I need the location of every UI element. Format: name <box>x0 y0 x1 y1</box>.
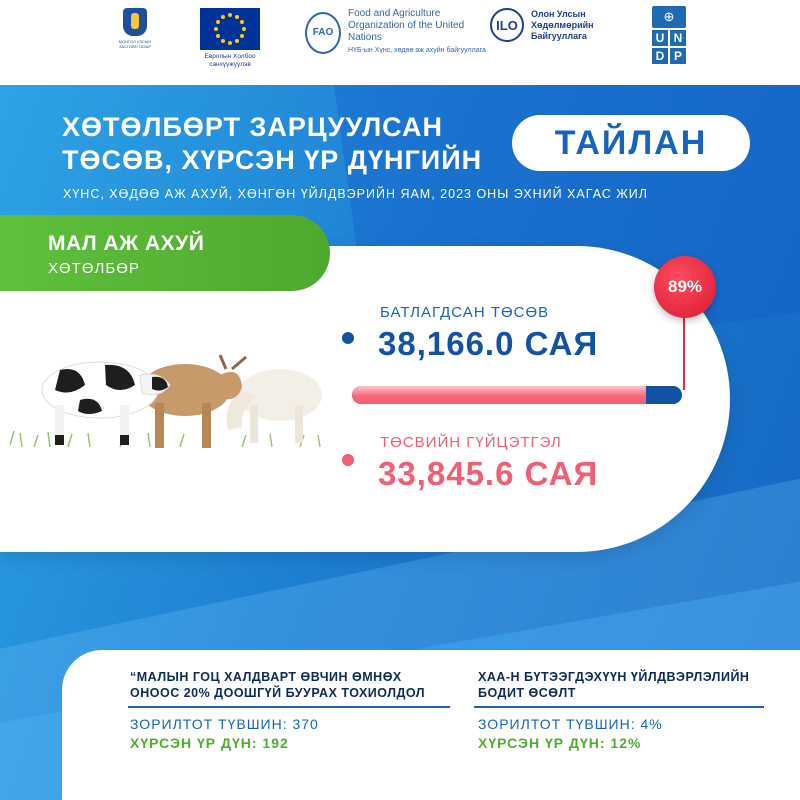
program-type: ХӨТӨЛБӨР <box>48 260 140 277</box>
eu-logo <box>198 8 262 69</box>
approved-budget-value: 38,166.0 САЯ <box>378 325 599 362</box>
undp-letter: U <box>652 30 668 46</box>
indicator-target: ЗОРИЛТОТ ТҮВШИН: 370 <box>130 716 319 732</box>
indicator-result: ХҮРСЭН ҮР ДҮН: 12% <box>478 735 642 751</box>
report-title <box>62 111 482 177</box>
undp-logo <box>652 6 686 64</box>
indicator-divider <box>128 706 450 708</box>
fao-subtitle: НҮБ-ын Хүнс, хөдөө аж ахуйн байгууллага <box>348 47 486 54</box>
eu-caption: Европын Холбоо санхүүжүүлэв <box>204 53 256 68</box>
undp-letter: N <box>670 30 686 46</box>
execution-progress-fill <box>352 386 646 404</box>
un-globe-icon: ⊕ <box>652 6 686 28</box>
indicator-title: “МАЛЫН ГОЦ ХАЛДВАРТ ӨВЧИН ӨМНӨХ ОНООС 20% ДООШГҮЙ БУУРАХ ТОХИОЛДОЛ <box>130 670 426 700</box>
report-badge: ТАЙЛАН <box>512 115 750 171</box>
mongolia-government-logo <box>115 8 155 49</box>
report-subtitle: ХҮНС, ХӨДӨӨ АЖ АХУЙ, ХӨНГӨН ҮЙЛДВЭРИЙН ЯАМ, 2023 ОНЫ ЭХНИЙ ХАГАС ЖИЛ <box>63 187 648 201</box>
soyombo-emblem-icon <box>123 8 147 36</box>
fao-name: Food and Agriculture Organization of the United Nations <box>348 8 465 43</box>
execution-progress-bar <box>352 386 682 404</box>
indicator-result: ХҮРСЭН ҮР ДҮН: 192 <box>130 735 289 751</box>
executed-budget-bullet-icon <box>342 454 354 466</box>
ilo-name: Олон Улсын Хөдөлмөрийн Байгууллага <box>531 8 594 41</box>
report-title-line-1: ХӨТӨЛБӨРТ ЗАРЦУУЛСАН <box>62 112 443 142</box>
partner-logo-bar <box>0 0 800 85</box>
execution-percent-badge: 89% <box>654 256 716 318</box>
report-title-line-2: ТӨСӨВ, ХҮРСЭН ҮР ДҮНГИЙН <box>62 145 483 175</box>
mongolia-government-caption: МОНГОЛ УЛСЫН ЗАСГИЙН ГАЗАР <box>118 39 152 49</box>
undp-letter: P <box>670 48 686 64</box>
executed-budget-label: ТӨСВИЙН ГҮЙЦЭТГЭЛ <box>380 434 562 451</box>
cattle-illustration <box>10 335 340 470</box>
ilo-seal-icon: ILO <box>490 8 524 42</box>
executed-budget-value: 33,845.6 САЯ <box>378 455 599 492</box>
eu-flag-icon <box>200 8 260 50</box>
fao-logo <box>305 8 488 57</box>
indicator-target: ЗОРИЛТОТ ТҮВШИН: 4% <box>478 716 663 732</box>
fao-seal-icon: FAO <box>305 12 341 54</box>
undp-letter: D <box>652 48 668 64</box>
indicator-title: ХАА-Н БҮТЭЭГДЭХҮҮН ҮЙЛДВЭРЛЭЛИЙН БОДИТ ӨСӨЛТ <box>478 670 750 700</box>
approved-budget-label: БАТЛАГДСАН ТӨСӨВ <box>380 304 550 321</box>
ilo-logo <box>490 8 611 42</box>
indicator-divider <box>474 706 764 708</box>
program-tab <box>0 215 330 291</box>
approved-budget-bullet-icon <box>342 332 354 344</box>
program-name: МАЛ АЖ АХУЙ <box>48 232 205 255</box>
